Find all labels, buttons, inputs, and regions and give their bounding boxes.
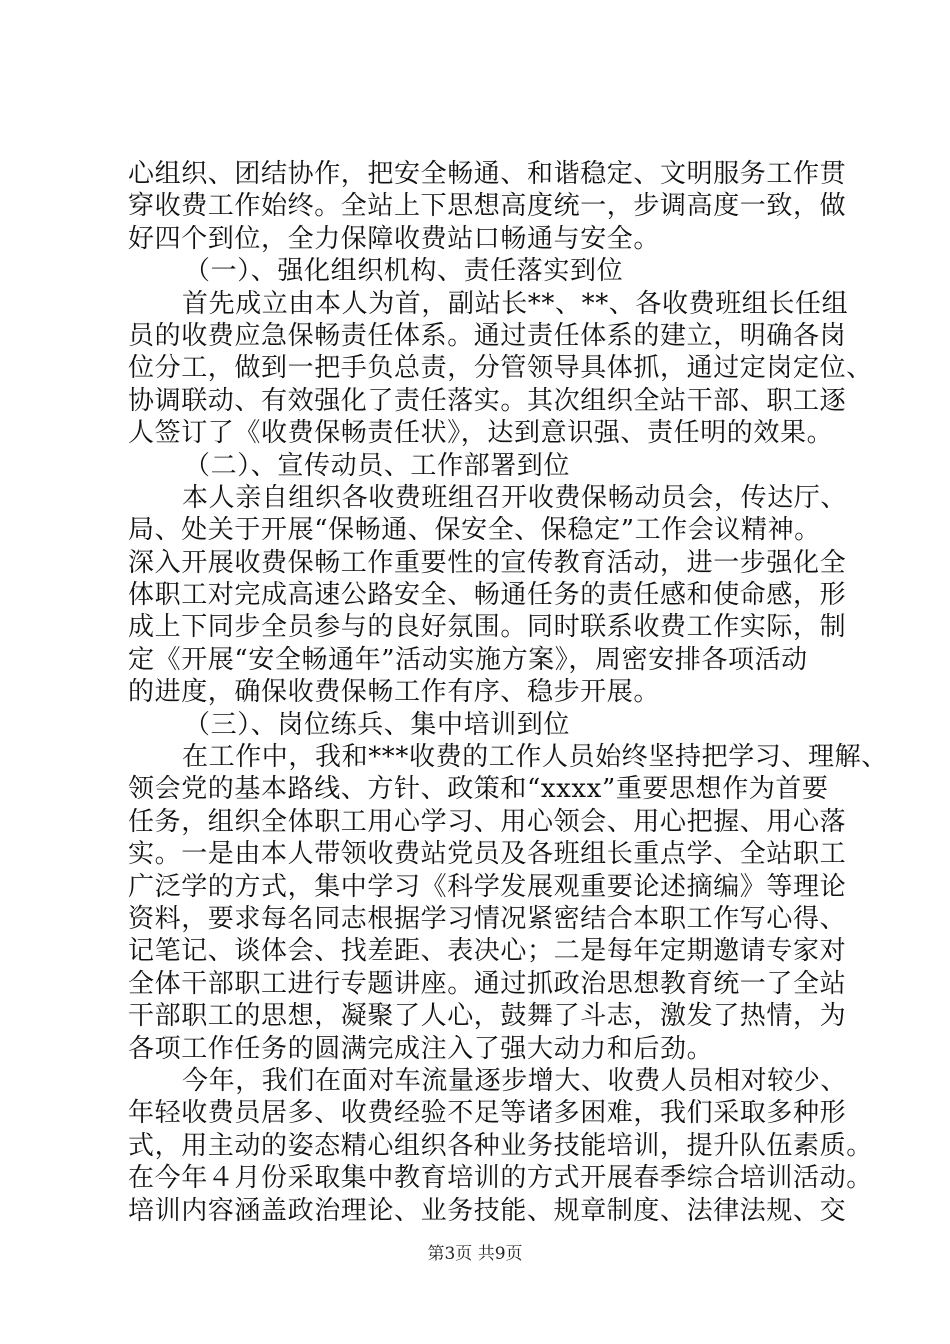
section-heading: （一）、强化组织机构、责任落实到位 — [184, 256, 624, 287]
body-line: 员的收费应急保畅责任体系。通过责任体系的建立，明确各岗 — [128, 320, 847, 351]
body-line: 资料，要求每名同志根据学习情况紧密结合本职工作写心得、 — [128, 903, 847, 934]
body-line: 记笔记、谈体会、找差距、表决心；二是每年定期邀请专家对 — [128, 936, 847, 967]
body-line: 体职工对完成高速公路安全、畅通任务的责任感和使命感，形 — [128, 580, 847, 611]
body-line: 式，用主动的姿态精心组织各种业务技能培训，提升队伍素质。 — [128, 1130, 873, 1161]
body-line: 培训内容涵盖政治理论、业务技能、规章制度、法律法规、交 — [128, 1195, 847, 1226]
body-line: 干部职工的思想，凝聚了人心，鼓舞了斗志，激发了热情，为 — [128, 1001, 847, 1032]
body-line: 协调联动、有效强化了责任落实。其次组织全站干部、职工逐 — [128, 385, 847, 416]
body-line: 深入开展收费保畅工作重要性的宣传教育活动，进一步强化全 — [128, 547, 847, 578]
paragraph-first-line: 今年，我们在面对车流量逐步增大、收费人员相对较少、 — [182, 1065, 848, 1096]
paragraph-first-line: 首先成立由本人为首，副站长**、**、各收费班组长任组 — [182, 288, 849, 319]
section-heading: （二）、宣传动员、工作部署到位 — [184, 450, 571, 481]
document-body — [128, 158, 888, 1227]
body-line: 局、处关于开展“保畅通、保安全、保稳定”工作会议精神。 — [128, 515, 821, 546]
paragraph-first-line: 本人亲自组织各收费班组召开收费保畅动员会，传达厅、 — [182, 482, 848, 513]
body-line: 的进度，确保收费保畅工作有序、稳步开展。 — [128, 677, 661, 708]
body-line: 在今年４月份采取集中教育培训的方式开展春季综合培训活动。 — [128, 1163, 873, 1194]
body-line: 人签订了《收费保畅责任状》，达到意识强、责任明的效果。 — [128, 418, 834, 449]
body-line: 穿收费工作始终。全站上下思想高度统一，步调高度一致，做 — [128, 191, 847, 222]
body-line: 任务，组织全体职工用心学习、用心领会、用心把握、用心落 — [128, 806, 847, 837]
body-line: 定《开展“安全畅通年”活动实施方案》，周密安排各项活动 — [128, 644, 808, 675]
paragraph-first-line: 在工作中，我和***收费的工作人员始终坚持把学习、理解、 — [182, 742, 888, 773]
body-line: 实。一是由本人带领收费站党员及各班组长重点学、全站职工 — [128, 839, 847, 870]
page-number-footer: 第3页 共9页 — [427, 1244, 523, 1264]
body-line: 年轻收费员居多、收费经验不足等诸多困难，我们采取多种形 — [128, 1098, 847, 1129]
body-line: 全体干部职工进行专题讲座。通过抓政治思想教育统一了全站 — [128, 968, 847, 999]
body-line: 成上下同步全员参与的良好氛围。同时联系收费工作实际，制 — [128, 612, 847, 643]
section-heading: （三）、岗位练兵、集中培训到位 — [184, 709, 571, 740]
body-line: 心组织、团结协作，把安全畅通、和谐稳定、文明服务工作贯 — [128, 159, 847, 189]
body-line: 各项工作任务的圆满完成注入了强大动力和后劲。 — [128, 1033, 714, 1064]
body-line: 广泛学的方式，集中学习《科学发展观重要论述摘编》等理论 — [128, 871, 847, 902]
body-line: 领会党的基本路线、方针、政策和“xxxx”重要思想作为首要 — [128, 774, 829, 805]
body-line: 位分工，做到一把手负总责，分管领导具体抓，通过定岗定位、 — [128, 353, 873, 384]
body-line: 好四个到位，全力保障收费站口畅通与安全。 — [128, 223, 661, 254]
